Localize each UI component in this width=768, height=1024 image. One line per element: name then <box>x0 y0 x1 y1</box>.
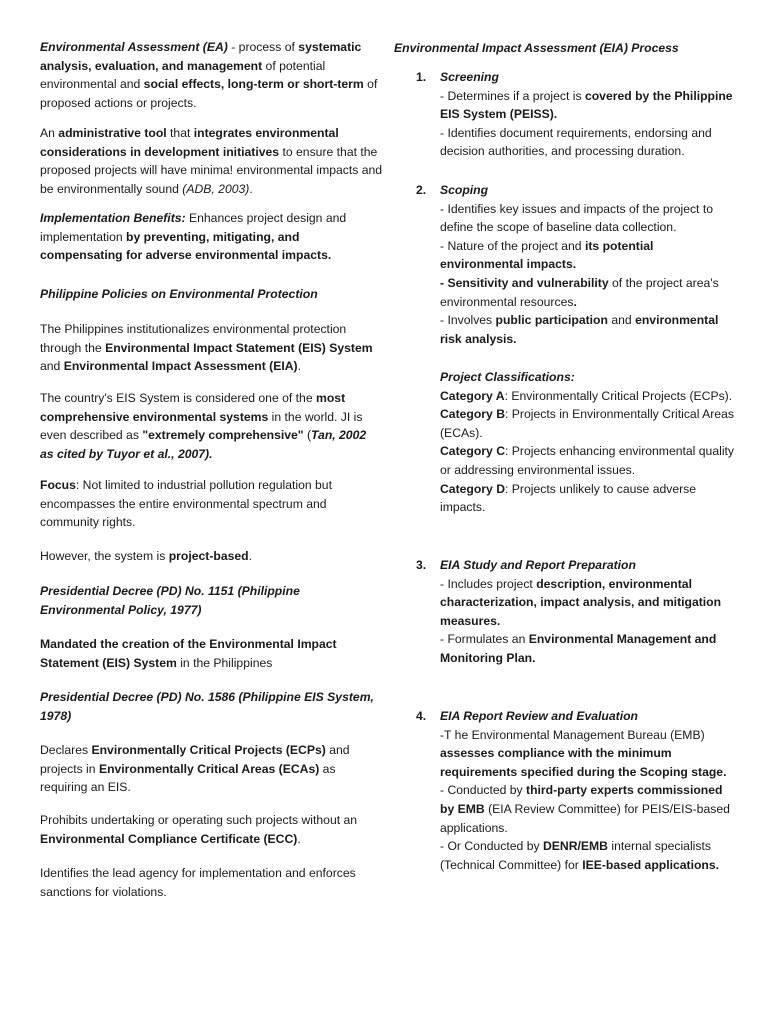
eia-process-title: Environmental Impact Assessment (EIA) Process <box>394 41 679 55</box>
step-title: Screening <box>440 70 499 84</box>
ea-definition: Environmental Assessment (EA) - process of systematic analysis, evaluation, and management of potential environmental and social effects, long-term or short-term of proposed actions or projects. <box>40 40 378 110</box>
lead-agency-paragraph: Identifies the lead agency for implementation and enforces sanctions for violations. <box>40 866 356 899</box>
institutionalizes-paragraph: The Philippines institutionalizes environmental protection through the Environmental Impact Statement (EIS) System and Environmental Impact Assessment (EIA). <box>40 322 373 374</box>
prohibits-paragraph: Prohibits undertaking or operating such projects without an Environmental Compliance Certificate (ECC). <box>40 813 358 846</box>
step-body: EIA Report Review and Evaluation -T he Environmental Management Bureau (EMB) assesses compliance with the minimum requirements specified during the Scoping stage. - Conducted by third-party experts commissioned by EMB (EIA Review Committee) for PEIS/EIS-based applications. - Or Conducted by DENR/EMB internal specialists (Technical Committee) for IEE-based applications. <box>440 707 740 874</box>
implementation-benefits: Implementation Benefits: Enhances project design and implementation by preventing, mitigating, and compensating for adverse environmental impacts. <box>40 211 347 263</box>
eis-system-paragraph: The country's EIS System is considered one of the most comprehensive environmental systems in the world. JI is even described as "extremely comprehensive" (Tan, 2002 as cited by Tuyor et al., 2007). <box>40 391 367 461</box>
step-number: 1. <box>416 70 427 84</box>
ea-term: Environmental Assessment (EA) <box>40 40 228 54</box>
step-title: EIA Report Review and Evaluation <box>440 709 638 723</box>
citation: (ADB, 2003) <box>182 181 250 196</box>
step-number: 2. <box>416 183 427 197</box>
step-body: Scoping - Identifies key issues and impacts of the project to define the scope of baseline data collection. - Nature of the project and its potential environmental impacts. - Sensitivity and vulnerability of the project area's environmental resources. - Involves public participation and environmental risk analysis. <box>440 181 740 348</box>
focus-paragraph: Focus: Not limited to industrial pollution regulation but encompasses the entire environmental spectrum and community rights. <box>40 478 332 530</box>
administrative-tool-paragraph: An administrative tool that integrates environmental considerations in development initiatives to ensure that the proposed projects will have minima! environmental impacts and be environmentally sound (ADB, 2003). <box>40 126 383 196</box>
policies-heading: Philippine Policies on Environmental Protection <box>40 287 318 301</box>
pd-1151-text: Mandated the creation of the Environmental Impact Statement (EIS) System in the Philippines <box>40 637 337 670</box>
pd-1586-heading: Presidential Decree (PD) No. 1586 (Philippine EIS System, 1978) <box>40 690 374 723</box>
declares-paragraph: Declares Environmentally Critical Projects (ECPs) and projects in Environmentally Critical Areas (ECAs) as requiring an EIS. <box>40 743 350 795</box>
step-body: Screening - Determines if a project is covered by the Philippine EIS System (PEISS). - Identifies document requirements, endorsing and decision authorities, and processing duration. <box>440 68 740 161</box>
category-d: Category D: Projects unlikely to cause adverse impacts. <box>440 481 697 515</box>
project-based-paragraph: However, the system is project-based. <box>40 549 253 563</box>
category-a: Category A: Environmentally Critical Projects (ECPs). <box>440 388 733 403</box>
category-b: Category B: Projects in Environmentally Critical Areas (ECAs). <box>440 407 734 440</box>
step-body: EIA Study and Report Preparation - Includes project description, environmental characterization, impact analysis, and mitigation measures. - Formulates an Environmental Management and Monitoring Plan. <box>440 556 740 668</box>
pd-1151-heading: Presidential Decree (PD) No. 1151 (Philippine Environmental Policy, 1977) <box>40 584 300 617</box>
step-title: EIA Study and Report Preparation <box>440 558 636 572</box>
step-title: Scoping <box>440 183 489 197</box>
step-number: 4. <box>416 709 427 723</box>
step-number: 3. <box>416 558 427 572</box>
category-c: Category C: Projects enhancing environmental quality or addressing environmental issues. <box>440 444 735 477</box>
classifications-title: Project Classifications: <box>440 370 575 384</box>
